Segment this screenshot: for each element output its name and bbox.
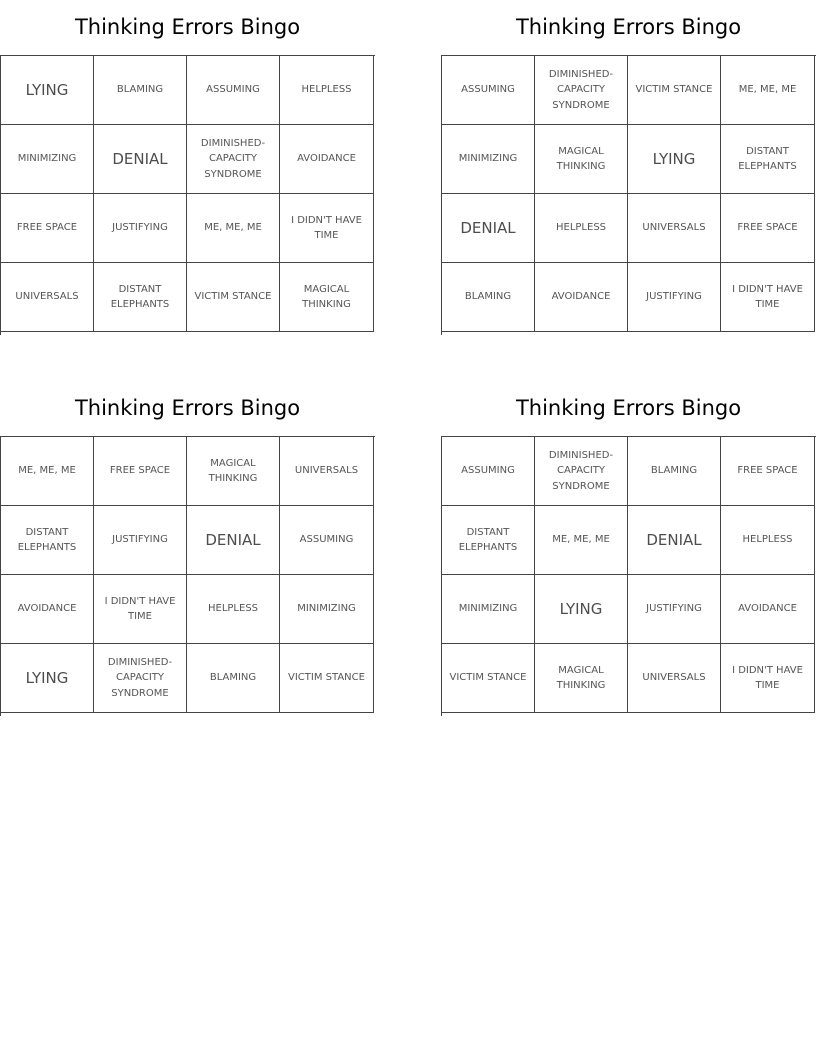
- bingo-cell: HELPLESS: [187, 575, 280, 644]
- bingo-cell: MAGICAL THINKING: [280, 263, 374, 332]
- bingo-cell: I DIDN'T HAVE TIME: [280, 194, 374, 263]
- bingo-cell: MAGICAL THINKING: [535, 644, 628, 713]
- bingo-cell: MAGICAL THINKING: [535, 125, 628, 194]
- bingo-cell: AVOIDANCE: [1, 575, 94, 644]
- card-title: Thinking Errors Bingo: [74, 396, 301, 420]
- bingo-cell: MINIMIZING: [1, 125, 94, 194]
- bingo-cell: DIMINISHED-CAPACITY SYNDROME: [535, 56, 628, 125]
- bingo-cell: ASSUMING: [187, 56, 280, 125]
- bingo-cell: DENIAL: [94, 125, 187, 194]
- bingo-cell: LYING: [628, 125, 721, 194]
- card-title: Thinking Errors Bingo: [74, 15, 301, 39]
- bingo-cell: ME, ME, ME: [1, 437, 94, 506]
- bingo-cell: BLAMING: [442, 263, 535, 332]
- bingo-cell: LYING: [1, 56, 94, 125]
- card-title: Thinking Errors Bingo: [515, 396, 742, 420]
- bingo-cell: AVOIDANCE: [535, 263, 628, 332]
- bingo-cell: MINIMIZING: [442, 125, 535, 194]
- bingo-cell: I DIDN'T HAVE TIME: [721, 263, 815, 332]
- bingo-grid: [441, 436, 816, 716]
- bingo-cell: HELPLESS: [535, 194, 628, 263]
- bingo-cell: ASSUMING: [442, 437, 535, 506]
- bingo-cell: I DIDN'T HAVE TIME: [721, 644, 815, 713]
- bingo-cell: DISTANT ELEPHANTS: [1, 506, 94, 575]
- bingo-cell: HELPLESS: [721, 506, 815, 575]
- bingo-cell: VICTIM STANCE: [628, 56, 721, 125]
- bingo-grid: [0, 55, 375, 335]
- bingo-cell: VICTIM STANCE: [442, 644, 535, 713]
- bingo-cell: UNIVERSALS: [280, 437, 374, 506]
- bingo-cell: I DIDN'T HAVE TIME: [94, 575, 187, 644]
- bingo-cell: BLAMING: [628, 437, 721, 506]
- bingo-cell: VICTIM STANCE: [280, 644, 374, 713]
- bingo-cell: JUSTIFYING: [94, 506, 187, 575]
- bingo-cell: UNIVERSALS: [628, 644, 721, 713]
- bingo-cell: JUSTIFYING: [628, 263, 721, 332]
- bingo-cell: LYING: [535, 575, 628, 644]
- bingo-grid: [441, 55, 816, 335]
- bingo-cell: DENIAL: [187, 506, 280, 575]
- bingo-cell: VICTIM STANCE: [187, 263, 280, 332]
- bingo-cell: DIMINISHED-CAPACITY SYNDROME: [94, 644, 187, 713]
- bingo-cell: HELPLESS: [280, 56, 374, 125]
- bingo-cell: LYING: [1, 644, 94, 713]
- bingo-cell: ME, ME, ME: [721, 56, 815, 125]
- bingo-cell: MINIMIZING: [442, 575, 535, 644]
- bingo-cell: AVOIDANCE: [721, 575, 815, 644]
- bingo-cell: FREE SPACE: [94, 437, 187, 506]
- bingo-grid: [0, 436, 375, 716]
- card-title: Thinking Errors Bingo: [515, 15, 742, 39]
- bingo-cell: AVOIDANCE: [280, 125, 374, 194]
- bingo-cell: DENIAL: [442, 194, 535, 263]
- bingo-cell: DIMINISHED-CAPACITY SYNDROME: [187, 125, 280, 194]
- bingo-cell: JUSTIFYING: [628, 575, 721, 644]
- bingo-cell: ASSUMING: [280, 506, 374, 575]
- bingo-cell: FREE SPACE: [1, 194, 94, 263]
- bingo-cell: ASSUMING: [442, 56, 535, 125]
- bingo-cell: BLAMING: [94, 56, 187, 125]
- bingo-cell: DISTANT ELEPHANTS: [442, 506, 535, 575]
- bingo-cell: BLAMING: [187, 644, 280, 713]
- bingo-cell: UNIVERSALS: [1, 263, 94, 332]
- bingo-cell: MINIMIZING: [280, 575, 374, 644]
- bingo-cell: UNIVERSALS: [628, 194, 721, 263]
- bingo-cell: DIMINISHED-CAPACITY SYNDROME: [535, 437, 628, 506]
- bingo-cell: JUSTIFYING: [94, 194, 187, 263]
- bingo-cell: ME, ME, ME: [535, 506, 628, 575]
- bingo-cell: DISTANT ELEPHANTS: [721, 125, 815, 194]
- bingo-cell: FREE SPACE: [721, 194, 815, 263]
- bingo-cell: ME, ME, ME: [187, 194, 280, 263]
- bingo-cell: DENIAL: [628, 506, 721, 575]
- bingo-cell: DISTANT ELEPHANTS: [94, 263, 187, 332]
- bingo-cell: MAGICAL THINKING: [187, 437, 280, 506]
- bingo-cell: FREE SPACE: [721, 437, 815, 506]
